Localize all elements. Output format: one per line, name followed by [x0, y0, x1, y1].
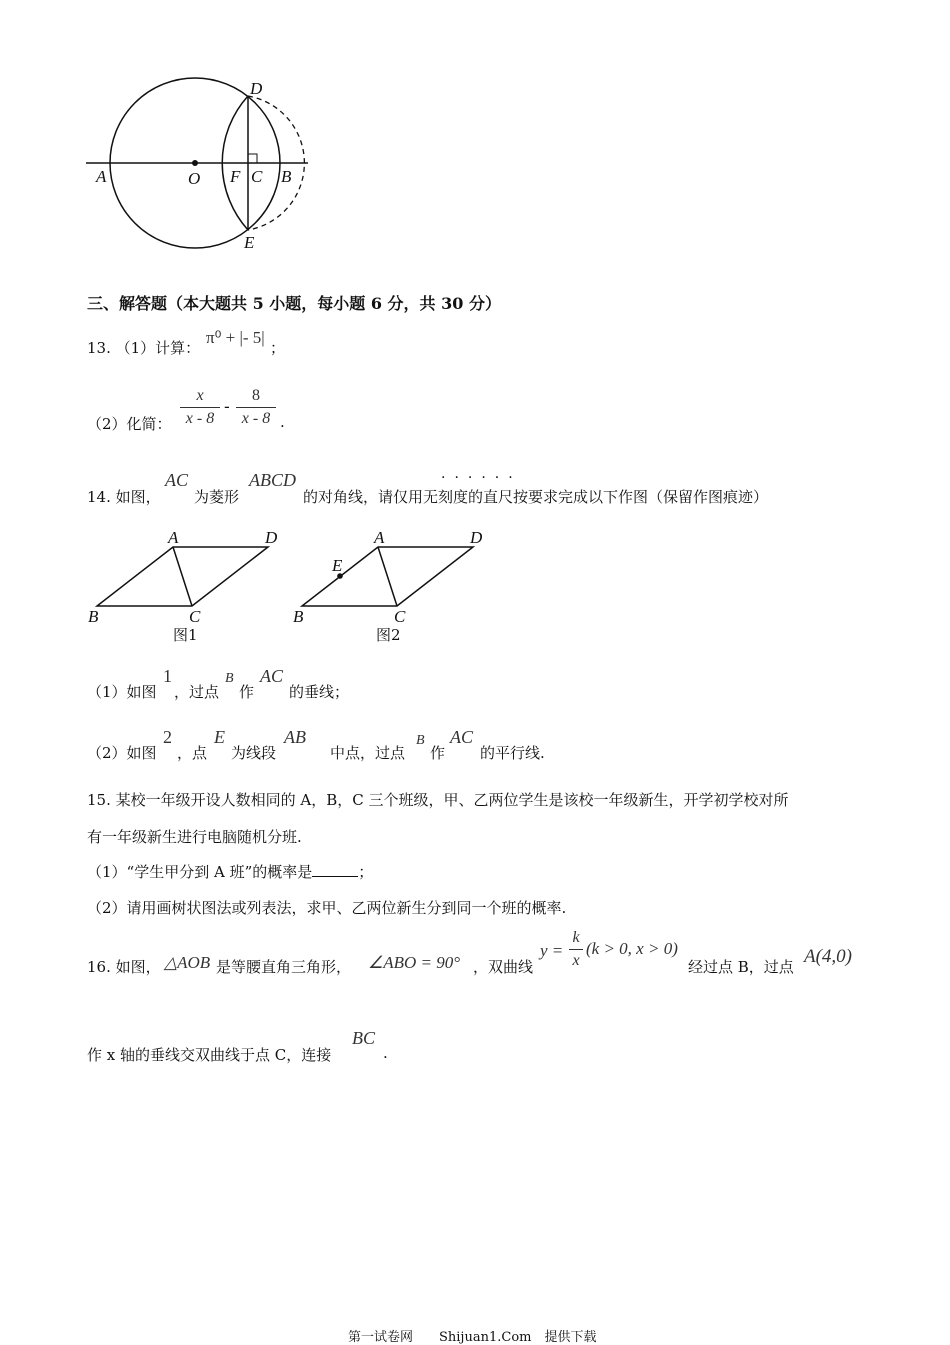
q13-part2-suffix: .: [280, 413, 285, 431]
q16-k: k: [572, 929, 580, 946]
q14-p2-E: E: [214, 727, 225, 747]
label-D: D: [250, 79, 263, 98]
q13-part1-prefix: 13. （1）计算：: [87, 339, 201, 357]
q14-ac: AC: [165, 470, 189, 490]
q15-p1-a: （1）“学生甲分到 A 班”的概率是: [87, 863, 313, 881]
fig2-label-A: A: [374, 528, 385, 547]
fig2-label-C: C: [394, 607, 406, 626]
q14-p1-AC: AC: [260, 666, 284, 686]
q14-p1-B: B: [225, 671, 234, 686]
q14-p2-AB: AB: [284, 727, 306, 747]
q15-line2: 有一年级新生进行电脑随机分班.: [87, 828, 302, 846]
rhombus-figure-2: [290, 526, 490, 646]
fig1-caption: 图1: [173, 626, 198, 644]
q16-frac: [569, 929, 583, 970]
frac2-num: 8: [252, 387, 260, 404]
q14-prefix: 14. 如图，: [87, 488, 161, 506]
q13-part2-prefix: （2）化简：: [87, 415, 172, 433]
q16-t1: 是等腰直角三角形，: [216, 958, 352, 976]
q14-p2-f: 的平行线.: [480, 744, 545, 762]
q14-p2-e: 作: [430, 744, 446, 762]
answer-blank[interactable]: [312, 864, 358, 877]
q14-p1-a: （1）如图: [87, 683, 157, 701]
frac2-den: x - 8: [241, 410, 271, 427]
q14-p2-c: 为线段: [231, 744, 277, 762]
q16-line2-b: .: [383, 1044, 388, 1062]
q13-part1-expr: π⁰ + |- 5|: [206, 328, 265, 347]
q14-p1-d: 的垂线；: [289, 683, 350, 701]
rhombus-figure-1: [85, 526, 285, 646]
label-O: O: [188, 169, 201, 188]
q13-frac1: [180, 387, 220, 428]
label-E: E: [244, 233, 255, 252]
q16-bc: BC: [352, 1028, 376, 1048]
q15-line1: 15. 某校一年级开设人数相同的 A，B，C 三个班级，甲、乙两位学生是该校一年级新生，开学初学校对所: [87, 791, 789, 809]
fig1-label-C: C: [189, 607, 201, 626]
section3-title: 三、解答题（本大题共 5 小题，每小题 6 分，共 30 分）: [87, 294, 501, 313]
q14-abcd: ABCD: [249, 470, 296, 490]
q13-part1-suffix: ；: [270, 339, 286, 357]
frac1-den: x - 8: [185, 410, 215, 427]
q13-frac2: [236, 387, 276, 428]
q16-t2: ，双曲线: [473, 958, 534, 976]
q14-p1-b: ，过点: [174, 683, 220, 701]
q14-p2-B: B: [416, 733, 425, 748]
fig1-label-A: A: [168, 528, 179, 547]
q16-x: x: [572, 952, 580, 969]
fig2-caption: 图2: [376, 626, 401, 644]
fig2-label-E: E: [332, 556, 343, 575]
q14-t2: 的对角线，请仅用无刻度的直尺按要求完成以下作图（保留作图痕迹）: [303, 488, 769, 506]
q14-p2-b: ，点: [177, 744, 208, 762]
q15-p2: （2）请用画树状图法或列表法，求甲、乙两位新生分到同一个班的概率.: [87, 899, 567, 917]
label-A: A: [96, 167, 107, 186]
q14-p1-n: 1: [163, 666, 172, 686]
q15-p1-b: ；: [358, 863, 374, 881]
frac1-num: x: [196, 387, 204, 404]
label-B: B: [281, 167, 292, 186]
q16-point: A(4,0): [804, 946, 853, 967]
q13-minus: -: [224, 397, 230, 417]
q16-t3: 经过点 B，过点: [688, 958, 794, 976]
q16-prefix: 16. 如图，: [87, 958, 161, 976]
fig1-label-D: D: [265, 528, 278, 547]
q16-tri: △AOB: [164, 953, 211, 972]
q13-part1: [87, 337, 200, 358]
q16-y-eq: y =: [540, 941, 564, 960]
q15-p1: [87, 861, 373, 882]
q14-p2-n: 2: [163, 727, 172, 747]
q16-angle: ∠ABO = 90°: [368, 953, 461, 972]
q14-t1: 为菱形: [194, 488, 240, 506]
label-C: C: [251, 167, 263, 186]
q16-cond: (k > 0, x > 0): [586, 939, 678, 958]
footer: 第一试卷网 Shijuan1.Com 提供下载: [348, 1330, 597, 1345]
circle-figure: [80, 70, 320, 260]
q14-p2-a: （2）如图: [87, 744, 157, 762]
emphasis-dots: ······: [441, 470, 522, 486]
fig2-label-D: D: [470, 528, 483, 547]
q14-p2-d: 中点，过点: [330, 744, 406, 762]
q14-p1-c: 作: [239, 683, 255, 701]
q16-line2-a: 作 x 轴的垂线交双曲线于点 C，连接: [87, 1046, 332, 1064]
fig1-label-B: B: [88, 607, 99, 626]
fig2-label-B: B: [293, 607, 304, 626]
label-F: F: [230, 167, 241, 186]
q14-p2-AC: AC: [450, 727, 474, 747]
